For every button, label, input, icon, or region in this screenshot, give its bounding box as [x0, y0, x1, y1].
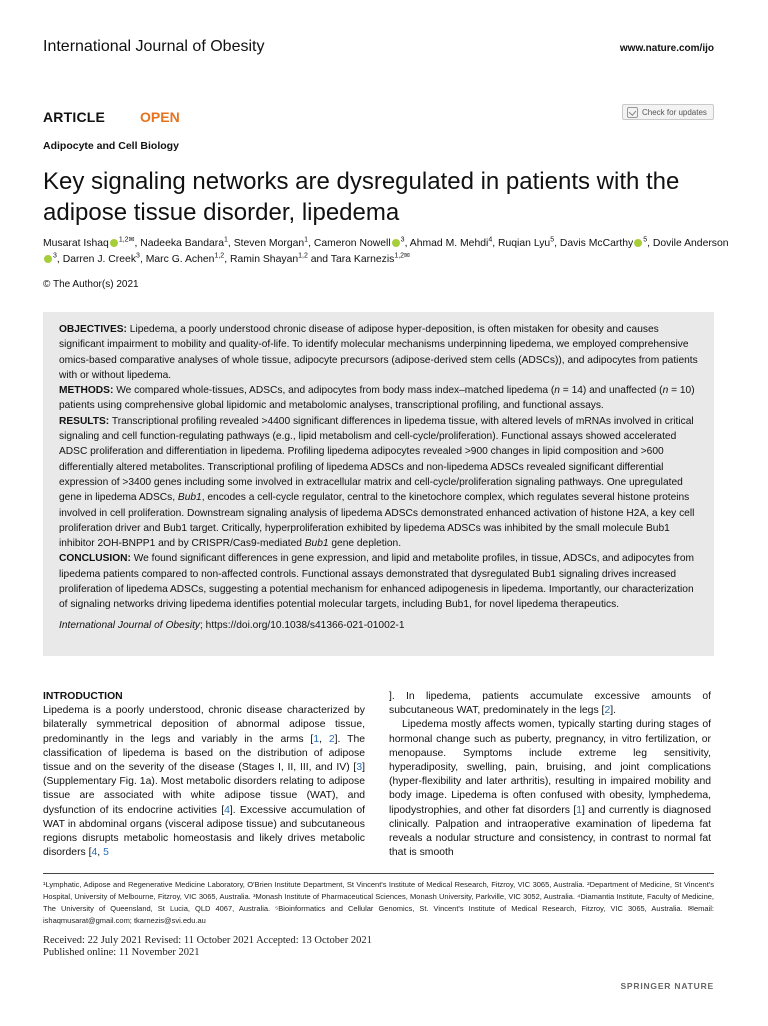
- orcid-icon[interactable]: [110, 239, 118, 247]
- copyright: © The Author(s) 2021: [43, 279, 139, 290]
- intro-paragraph-1: Lipedema is a poorly understood, chronic disease characterized by bilaterally symmetrical deposition of abnormal adipose tissue, predominantly in the legs and variably in the arms [1, 2]. The classification of lipedema is based on the distribution of adipose tissue and on the severity of the disease (Stages I, II, III, and IV) [3] (Supplementary Fig. 1a). Most metabolic disorders relating to adipose tissue are associated with white adipose tissue (WAT), and dysfunction of its endocrine activities [4]. Excessive accumulation of WAT in abdominal organs (visceral adipose tissue) and subcutaneous regions disrupts metabolic homeostasis and likely drives metabolic disorders [4, 5: [43, 705, 365, 859]
- citation-ref[interactable]: 3: [356, 762, 363, 774]
- author-affiliation-sup: 5: [550, 236, 555, 244]
- citation-ref[interactable]: 1: [313, 733, 320, 745]
- author-name[interactable]: Dovile Anderson: [652, 238, 729, 249]
- article-type: ARTICLE: [43, 109, 106, 125]
- author-name[interactable]: Nadeeka Bandara: [140, 238, 224, 249]
- author-affiliation-sup: 5: [643, 236, 648, 244]
- author-separator: ,: [554, 238, 560, 249]
- author-name[interactable]: Ahmad M. Mehdi: [409, 238, 489, 249]
- affiliations: ¹Lymphatic, Adipose and Regenerative Medicine Laboratory, O'Brien Institute Department, St Vincent's Institute of Medical Research, Fitzroy, VIC 3065, Australia. ²Department of Medicine, St Vincent's Hospital, University of Melbourne, Fitzroy, VIC 3065, Australia. ³Monash Institute of Pharmaceutical Sciences, Monash University, Parkville, VIC 3052, Australia. ⁴Diamantia Institute, Faculty of Medicine, The University of Queensland, St Lucia, QLD 4067, Australia. ⁵Bioinformatics and Cellular Genomics, St. Vincent's Institute of Medical Research, Fitzroy, VIC 3065, Australia. ✉email: ishaqmusarat@gmail.com; tkarnezis@svi.edu.au: [43, 880, 714, 925]
- intro-paragraph-2: Lipedema mostly affects women, typically starting during stages of hormonal change such as puberty, pregnancy, in vitro fertilization, or menopause. Symptoms include extreme leg sensitivity, hyperadiposity, swelling, pain, bruising, and joint complications (hyper-flexibility and later arthritis), resulting in impaired mobility and body image. Lipedema is often confused with obesity, lymphedema, lipodystrophies, and other fat disorders [1] and currently is diagnosed clinically. Palpation and intraoperative examination of lipedema fat reveals a nodular structure and consistency, in contrast to normal fat that is smooth: [389, 719, 712, 859]
- publisher-logo: SPRINGER NATURE: [620, 981, 714, 991]
- orcid-icon[interactable]: [634, 239, 642, 247]
- author-affiliation-sup: 3: [400, 236, 405, 244]
- author-separator: ,: [139, 254, 146, 265]
- section-heading-introduction: INTRODUCTION: [43, 691, 123, 702]
- article-title: Key signaling networks are dysregulated in patients with the adipose tissue disorder, lipedema: [43, 168, 680, 226]
- author-affiliation-sup: 1,2✉: [394, 252, 410, 260]
- author-separator: ,: [404, 238, 410, 249]
- doi-link[interactable]: ; https://doi.org/10.1038/s41366-021-01002-1: [200, 619, 405, 631]
- author-name[interactable]: Musarat Ishaq: [43, 238, 109, 249]
- intro-paragraph-1-continued: ]. In lipedema, patients accumulate excessive amounts of subcutaneous WAT, predominately in the legs [2].: [389, 691, 711, 717]
- author-affiliation-sup: 1: [304, 236, 309, 244]
- check-for-updates-label: Check for updates: [642, 107, 707, 117]
- author-name[interactable]: Darren J. Creek: [62, 254, 137, 265]
- citation-ref[interactable]: 5: [103, 847, 109, 859]
- citation-ref[interactable]: 1: [576, 804, 583, 816]
- orcid-icon[interactable]: [392, 239, 400, 247]
- column-left: [43, 690, 365, 860]
- abstract-results: RESULTS: Transcriptional profiling revealed >4400 significant differences in lipedema tissue, with altered levels of mRNAs involved in critical signaling and cell function-regulating pathways (e.g., lipid metabolism and cell-cycle/proliferation). Functional assays showed accelerated ADSC proliferation and differentiation in lipedema. Profiling lipedema adipocytes revealed >900 changes in lipid composition and >600 differentially altered metabolites. Transcriptional profiling of lipedema ADSCs and non-lipedema ADSCs revealed significant differential expression of >3400 genes including some involved in extracellular matrix and cell-cycle/proliferation signaling pathways. One upregulated gene in lipedema ADSCs, Bub1, encodes a cell-cycle regulator, central to the kinetochore complex, which regulates several histone proteins involved in cell proliferation. Downstream signaling analysis of lipedema ADSCs demonstrated enhanced activation of histone H2A, a key cell proliferation driver and Bub1 target. Critically, hyperproliferation exhibited by lipedema ADSCs was inhibited by the small molecule Bub1 inhibitor 2OH-BNPP1 and by CRISPR/Cas9-mediated Bub1 gene depletion.: [59, 415, 695, 550]
- citation-line: International Journal of Obesity; https://doi.org/10.1038/s41366-021-01002-1: [59, 619, 405, 631]
- author-affiliation-sup: 4: [488, 236, 493, 244]
- check-for-updates-button[interactable]: [622, 104, 714, 120]
- publication-dates: [43, 935, 372, 959]
- abstract-box: [43, 312, 714, 656]
- author-separator: ,: [647, 238, 653, 249]
- citation-ref[interactable]: 4: [224, 804, 230, 816]
- check-icon: [627, 107, 638, 118]
- published-online: Published online: 11 November 2021: [43, 947, 200, 958]
- author-affiliation-sup: 3: [53, 252, 57, 260]
- author-separator: ,: [227, 238, 234, 249]
- author-name[interactable]: Steven Morgan: [233, 238, 305, 249]
- abstract-conclusion: CONCLUSION: We found significant differences in gene expression, and lipid and metabolite profiles, in tissue, ADSCs, and adipocytes from lipedema patients compared to non-affected controls. Functional assays demonstrated that dysregulated Bub1 signaling drives increased proliferation of lipedema ADSCs, suggesting a potential mechanism for enhanced adipogenesis in lipedema. Importantly, our characterization of signaling networks driving lipedema identifies potential molecular targets, including Bub1, for novel lipedema therapeutics.: [59, 553, 694, 611]
- author-name[interactable]: Davis McCarthy: [559, 238, 634, 249]
- author-separator: and: [307, 254, 331, 265]
- journal-url[interactable]: www.nature.com/ijo: [619, 43, 714, 54]
- abstract-methods: METHODS: We compared whole-tissues, ADSCs, and adipocytes from body mass index–matched lipedema (n = 14) and unaffected (n = 10) patients using comprehensive global lipidomic and metabolomic analyses, transcriptional profiling, and functional assays.: [59, 385, 695, 412]
- subject-category: Adipocyte and Cell Biology: [43, 140, 179, 152]
- author-name[interactable]: Marc G. Achen: [145, 254, 215, 265]
- author-separator: ,: [224, 254, 230, 265]
- author-separator: ,: [134, 238, 141, 249]
- journal-name: International Journal of Obesity: [43, 38, 265, 55]
- received-revised-accepted: Received: 22 July 2021 Revised: 11 October 2021 Accepted: 13 October 2021: [43, 935, 372, 946]
- author-affiliation-sup: 1: [224, 236, 228, 244]
- orcid-icon[interactable]: [44, 255, 52, 263]
- author-affiliation-sup: 1,2: [298, 252, 308, 260]
- column-right: [389, 690, 711, 860]
- author-affiliation-sup: 3: [136, 252, 140, 260]
- open-access-label: OPEN: [140, 109, 180, 125]
- citation-ref[interactable]: 4: [91, 847, 98, 859]
- author-name[interactable]: Ruqian Lyu: [498, 238, 551, 249]
- author-name[interactable]: Cameron Nowell: [313, 238, 391, 249]
- footnote-divider: [43, 873, 714, 874]
- abstract-objectives: OBJECTIVES: Lipedema, a poorly understood chronic disease of adipose hyper-deposition, is often mistaken for obesity and causes significant impairment to mobility and quality-of-life. To identify molecular mechanisms underpinning lipedema, we employed comprehensive omics-based comparative analyses of whole tissue, adipocyte precursors (adipose-derived stem cells (ADSCs)), and adipocytes from patients with or without lipedema.: [59, 324, 698, 381]
- citation-ref[interactable]: 2: [604, 705, 611, 717]
- author-affiliation-sup: 1,2: [214, 252, 225, 260]
- author-separator: ,: [492, 238, 498, 249]
- author-name[interactable]: Ramin Shayan: [229, 254, 299, 265]
- author-list: [43, 236, 733, 268]
- citation-ref[interactable]: 2: [328, 733, 335, 745]
- author-separator: ,: [56, 254, 63, 265]
- author-affiliation-sup: 1,2✉: [118, 236, 135, 244]
- author-separator: ,: [308, 238, 314, 249]
- author-name[interactable]: Tara Karnezis: [330, 254, 395, 265]
